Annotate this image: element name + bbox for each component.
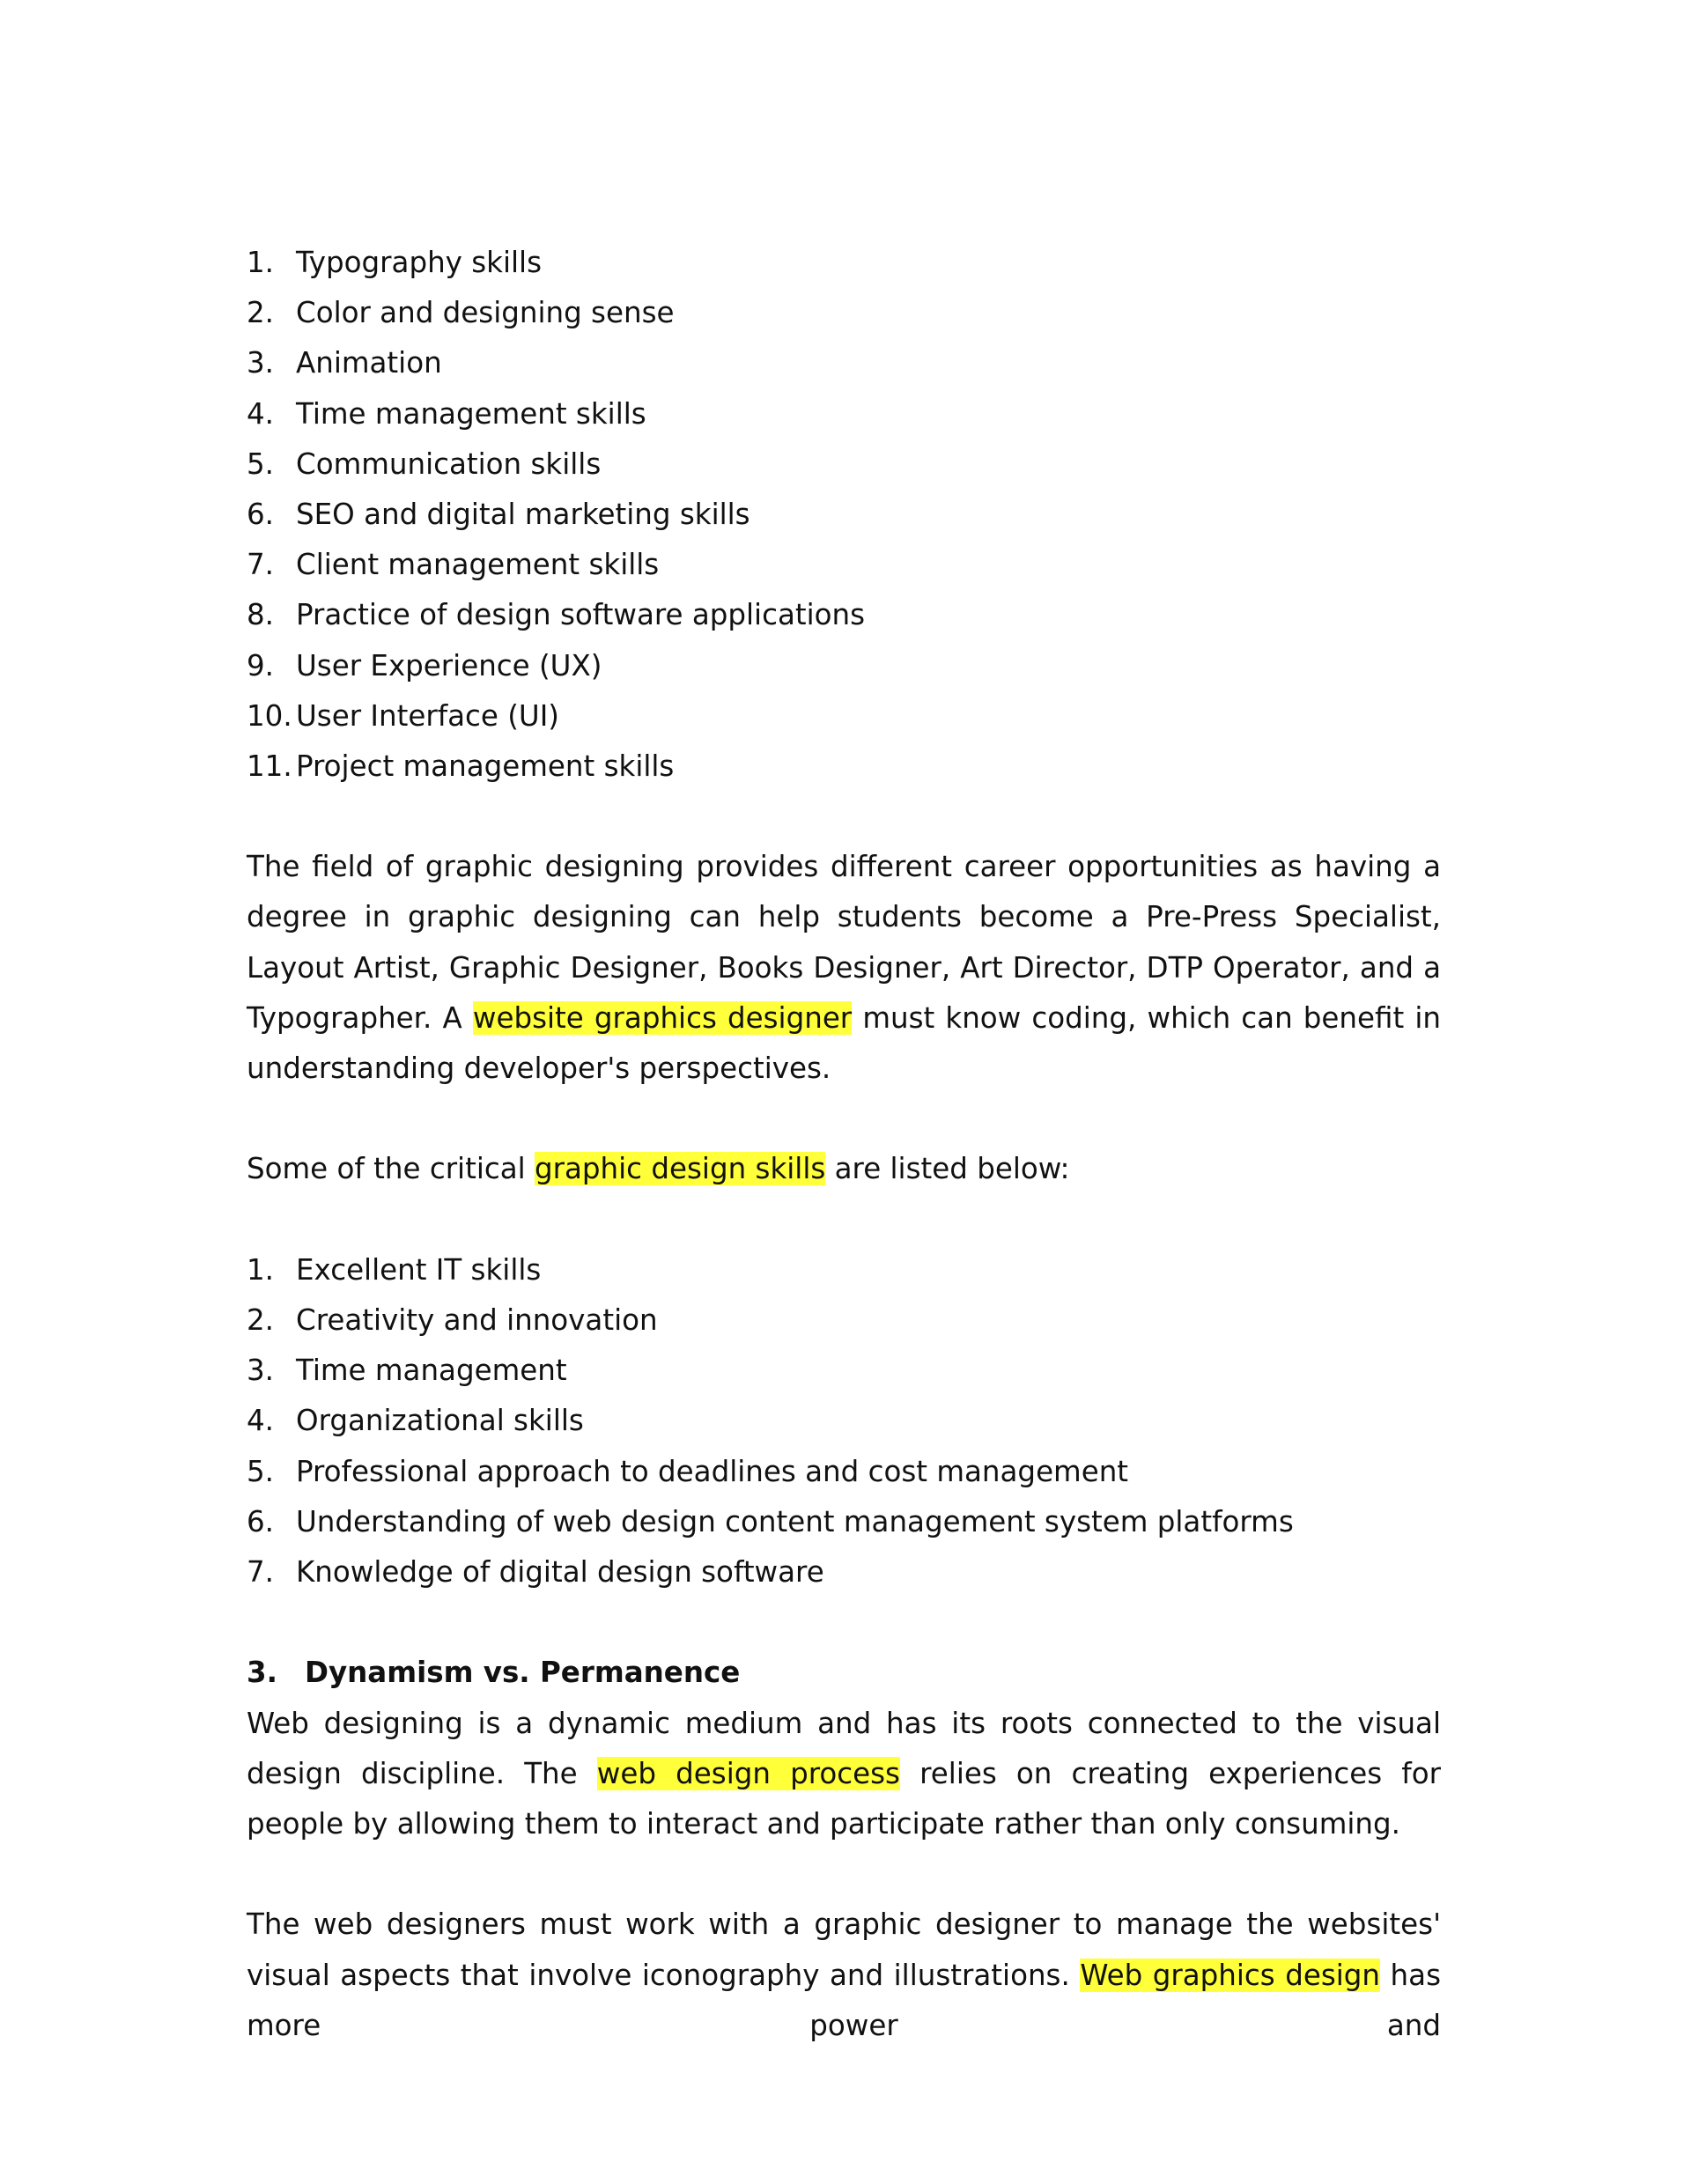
list-text: Typography skills [296, 246, 543, 279]
list-item [247, 540, 1441, 590]
list-number: 11. [247, 749, 292, 783]
list-item [247, 288, 1441, 338]
list-number: 6. [247, 497, 275, 531]
section-number: 3. [247, 1656, 277, 1690]
list-text: Communication skills [296, 446, 602, 481]
spacer [247, 1597, 1441, 1648]
spacer [247, 1849, 1441, 1900]
paragraph-text: relies on creating experiences for people by allowing them to interact and participate rather than only consuming. [247, 1756, 1441, 1841]
list-text: Color and designing sense [296, 296, 675, 330]
list-number: 2. [247, 1303, 275, 1338]
list-number: 2. [247, 296, 275, 330]
paragraph-text: must know coding, which can benefit in understanding developer's perspectives. [247, 1000, 1441, 1086]
list-number: 8. [247, 598, 275, 632]
list-number: 1. [247, 1252, 275, 1287]
list-item [247, 1295, 1441, 1346]
highlighted-link-text[interactable]: web design process [596, 1756, 900, 1790]
list-item [247, 1547, 1441, 1597]
section-heading [247, 1648, 1441, 1698]
list-number: 7. [247, 1554, 275, 1589]
list-text: Animation [296, 346, 442, 380]
list-item [247, 641, 1441, 691]
document-page [247, 238, 1441, 2051]
list-number: 9. [247, 648, 275, 682]
list-text: SEO and digital marketing skills [296, 497, 750, 531]
list-number: 6. [247, 1504, 275, 1538]
skills-list [247, 238, 1441, 792]
skills-intro-paragraph [247, 1144, 1441, 1194]
list-item [247, 1346, 1441, 1396]
list-item [247, 490, 1441, 540]
list-text: User Interface (UI) [296, 698, 559, 733]
list-text: Time management skills [296, 396, 646, 431]
list-number: 5. [247, 446, 275, 481]
critical-skills-list [247, 1245, 1441, 1597]
list-item [247, 1396, 1441, 1446]
web-designers-paragraph [247, 1900, 1441, 2051]
paragraph-text: Some of the critical [247, 1152, 535, 1186]
paragraph-text: The field of graphic designing provides different career opportunities as having a degree in graphic designing can help students become a Pre-Press Specialist, Layout Artist, Graphic Designer, Books Designer, Art Director, DTP Operator, and a Typographer. A [247, 850, 1441, 1035]
list-item [247, 338, 1441, 388]
list-item [247, 1245, 1441, 1295]
list-number: 3. [247, 1354, 275, 1388]
career-paragraph [247, 842, 1441, 1094]
list-item [247, 238, 1441, 288]
list-text: Professional approach to deadlines and cost management [296, 1454, 1129, 1488]
list-text: User Experience (UX) [296, 648, 602, 682]
spacer [247, 792, 1441, 842]
list-text: Creativity and innovation [296, 1303, 658, 1338]
list-number: 1. [247, 246, 275, 279]
list-text: Understanding of web design content management system platforms [296, 1504, 1294, 1538]
list-item [247, 1447, 1441, 1497]
spacer [247, 1195, 1441, 1245]
list-number: 10. [247, 698, 292, 733]
dynamism-paragraph [247, 1699, 1441, 1850]
paragraph-text: has more power and [247, 1958, 1441, 2042]
paragraph-text: are listed below: [825, 1152, 1070, 1186]
list-text: Time management [296, 1354, 567, 1388]
highlighted-link-text[interactable]: website graphics designer [472, 1000, 853, 1035]
highlighted-link-text[interactable]: Web graphics design [1080, 1958, 1381, 1992]
paragraph-text: Web designing is a dynamic medium and has its roots connected to the visual design discipline. The [247, 1706, 1441, 1790]
list-item [247, 389, 1441, 439]
section-title: Dynamism vs. Permanence [305, 1656, 741, 1690]
paragraph-text: The web designers must work with a graphic designer to manage the websites' visual aspects that involve iconography and illustrations. [247, 1907, 1441, 1992]
list-number: 7. [247, 548, 275, 582]
list-item [247, 1497, 1441, 1547]
list-text: Project management skills [296, 749, 675, 783]
list-item [247, 590, 1441, 640]
spacer [247, 1094, 1441, 1144]
list-text: Client management skills [296, 548, 660, 582]
list-text: Practice of design software applications [296, 598, 866, 632]
list-item [247, 439, 1441, 490]
list-number: 4. [247, 1404, 275, 1438]
list-text: Organizational skills [296, 1404, 584, 1438]
list-item [247, 742, 1441, 792]
list-number: 3. [247, 346, 275, 380]
list-text: Excellent IT skills [296, 1252, 542, 1287]
highlighted-link-text[interactable]: graphic design skills [535, 1152, 826, 1186]
list-number: 4. [247, 396, 275, 431]
list-text: Knowledge of digital design software [296, 1554, 824, 1589]
list-number: 5. [247, 1454, 275, 1488]
list-item [247, 691, 1441, 742]
